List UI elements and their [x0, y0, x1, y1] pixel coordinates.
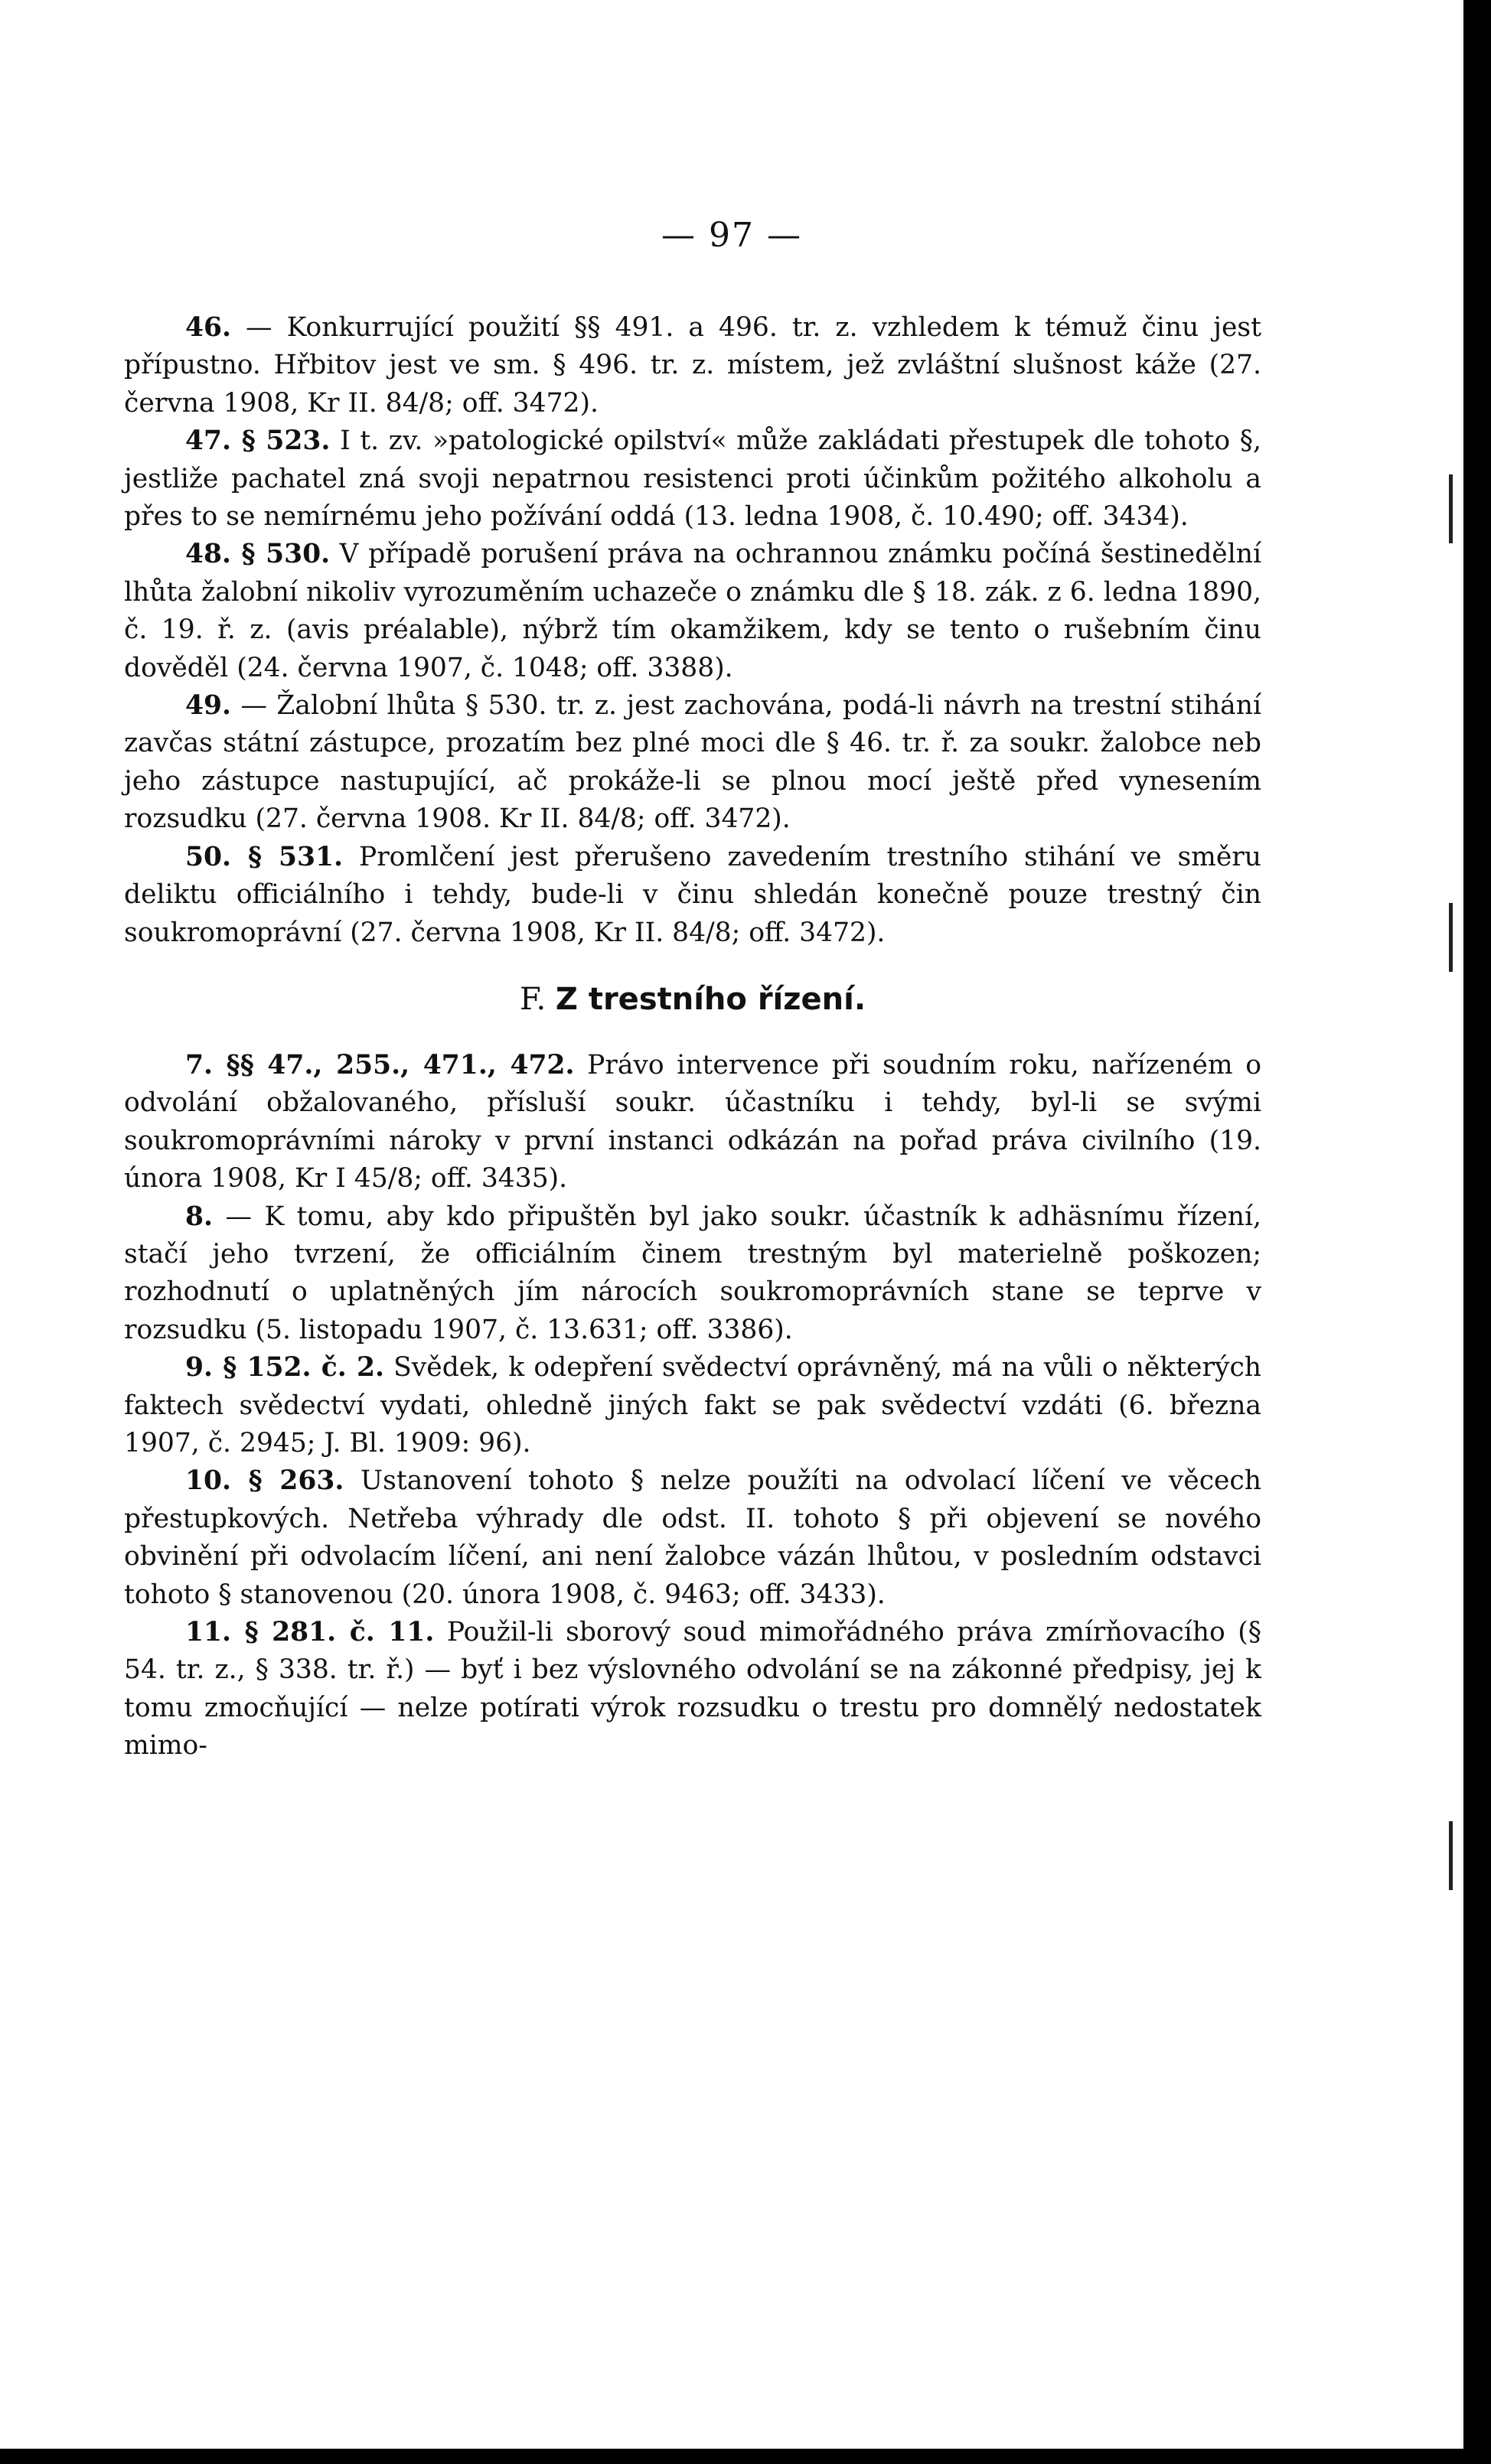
entry-lead: 46.	[185, 312, 232, 343]
entry-lead: 47. § 523.	[185, 425, 331, 457]
entry-10	[124, 1462, 1261, 1614]
entry-text: Právo intervence při soudním roku, nařízeném o odvolání obžalovaného, přísluší soukr. účastníku i tehdy, byl-li se svými soukromoprávními nároky v první instanci odkázán na pořad práva civilního (19. února 1908, Kr I 45/8; off. 3435).	[124, 1049, 1261, 1195]
entry-text: Promlčení jest přerušeno zavedením trestního stihání ve směru deliktu officiálního i tehdy, bude-li v činu shledán konečně pouze trestný čin soukromoprávní (27. června 1908, Kr II. 84/8; off. 3472).	[124, 841, 1261, 948]
section-letter: F.	[519, 981, 546, 1017]
entry-7	[124, 1047, 1261, 1198]
section-title: Z trestního řízení.	[555, 981, 866, 1017]
entry-48	[124, 536, 1261, 687]
entry-8	[124, 1198, 1261, 1350]
entry-text: Použil-li sborový soud mimořádného práva zmírňovacího (§ 54. tr. z., § 338. tr. ř.) — byť i bez výslovného odvolání se na zákonné předpisy, jej k tomu zmocňující — nelze potírati výrok rozsudku o trestu pro domnělý nedostatek mimo-	[124, 1617, 1261, 1762]
scan-artifact	[1449, 903, 1453, 972]
entry-lead: 8.	[185, 1201, 214, 1232]
entry-49	[124, 687, 1261, 839]
entry-47	[124, 422, 1261, 536]
entry-lead: 11. § 281. č. 11.	[185, 1617, 435, 1648]
section-heading	[124, 978, 1261, 1021]
entry-lead: 7. §§ 47., 255., 471., 472.	[185, 1049, 575, 1080]
entry-text: — K tomu, aby kdo připuštěn byl jako soukr. účastník k adhäsnímu řízení, stačí jeho tvrzení, že officiálním činem trestným byl materielně poškozen; rozhodnutí o uplatněných jím nárocích soukromoprávních stane se teprve v rozsudku (5. listopadu 1907, č. 13.631; off. 3386).	[124, 1201, 1261, 1345]
page-number: — 97 —	[661, 216, 802, 255]
entry-text: — Konkurrující použití §§ 491. a 496. tr. z. vzhledem k témuž činu jest přípustno. Hřbitov jest ve sm. § 496. tr. z. místem, jež zvláštní slušnost káže (27. června 1908, Kr II. 84/8; off. 3472).	[124, 312, 1261, 419]
scan-border-right	[1463, 0, 1491, 2464]
entry-text: V případě porušení práva na ochrannou známku počíná šestinedělní lhůta žalobní nikoliv vyrozuměním uchazeče o známku dle § 18. zák. z 6. ledna 1890, č. 19. ř. z. (avis préalable), nýbrž tím okamžikem, kdy se tento o rušebním činu dověděl (24. června 1907, č. 1048; off. 3388).	[124, 539, 1261, 683]
scan-border-bottom	[0, 2449, 1491, 2464]
entry-text: Svědek, k odepření svědectví oprávněný, má na vůli o některých faktech svědectví vydati, ohledně jiných fakt se pak svědectví vzdáti (6. března 1907, č. 2945; J. Bl. 1909: 96).	[124, 1352, 1261, 1459]
scan-artifact	[1449, 1821, 1453, 1890]
entry-text: I t. zv. »patologické opilství« může zakládati přestupek dle tohoto §, jestliže pachatel zná svoji nepatrnou resistenci proti účinkům požitého alkoholu a přes to se nemírnému jeho požívání oddá (13. ledna 1908, č. 10.490; off. 3434).	[124, 425, 1261, 533]
scan-artifact	[1449, 474, 1453, 543]
entry-lead: 48. § 530.	[185, 539, 331, 570]
entry-lead: 50. § 531.	[185, 841, 344, 872]
entry-11	[124, 1614, 1261, 1765]
entry-lead: 10. § 263.	[185, 1465, 344, 1497]
entry-9	[124, 1349, 1261, 1462]
entry-text: — Žalobní lhůta § 530. tr. z. jest zachována, podá-li návrh na trestní stihání zavčas státní zástupce, prozatím bez plné moci dle § 46. tr. ř. za soukr. žalobce neb jeho zástupce nastupující, ač prokáže-li se plnou mocí ještě před vynesením rozsudku (27. června 1908. Kr II. 84/8; off. 3472).	[124, 690, 1261, 835]
page-text-body	[124, 309, 1261, 1765]
entry-lead: 9. § 152. č. 2.	[185, 1352, 384, 1384]
entry-46	[124, 309, 1261, 422]
entry-text: Ustanovení tohoto § nelze použíti na odvolací líčení ve věcech přestupkových. Netřeba výhrady dle odst. II. tohoto § při objevení se nového obvinění při odvolacím líčení, ani není žalobce vázán lhůtou, v posledním odstavci tohoto § stanovenou (20. února 1908, č. 9463; off. 3433).	[124, 1465, 1261, 1610]
entry-50	[124, 839, 1261, 952]
entry-lead: 49.	[185, 690, 232, 722]
